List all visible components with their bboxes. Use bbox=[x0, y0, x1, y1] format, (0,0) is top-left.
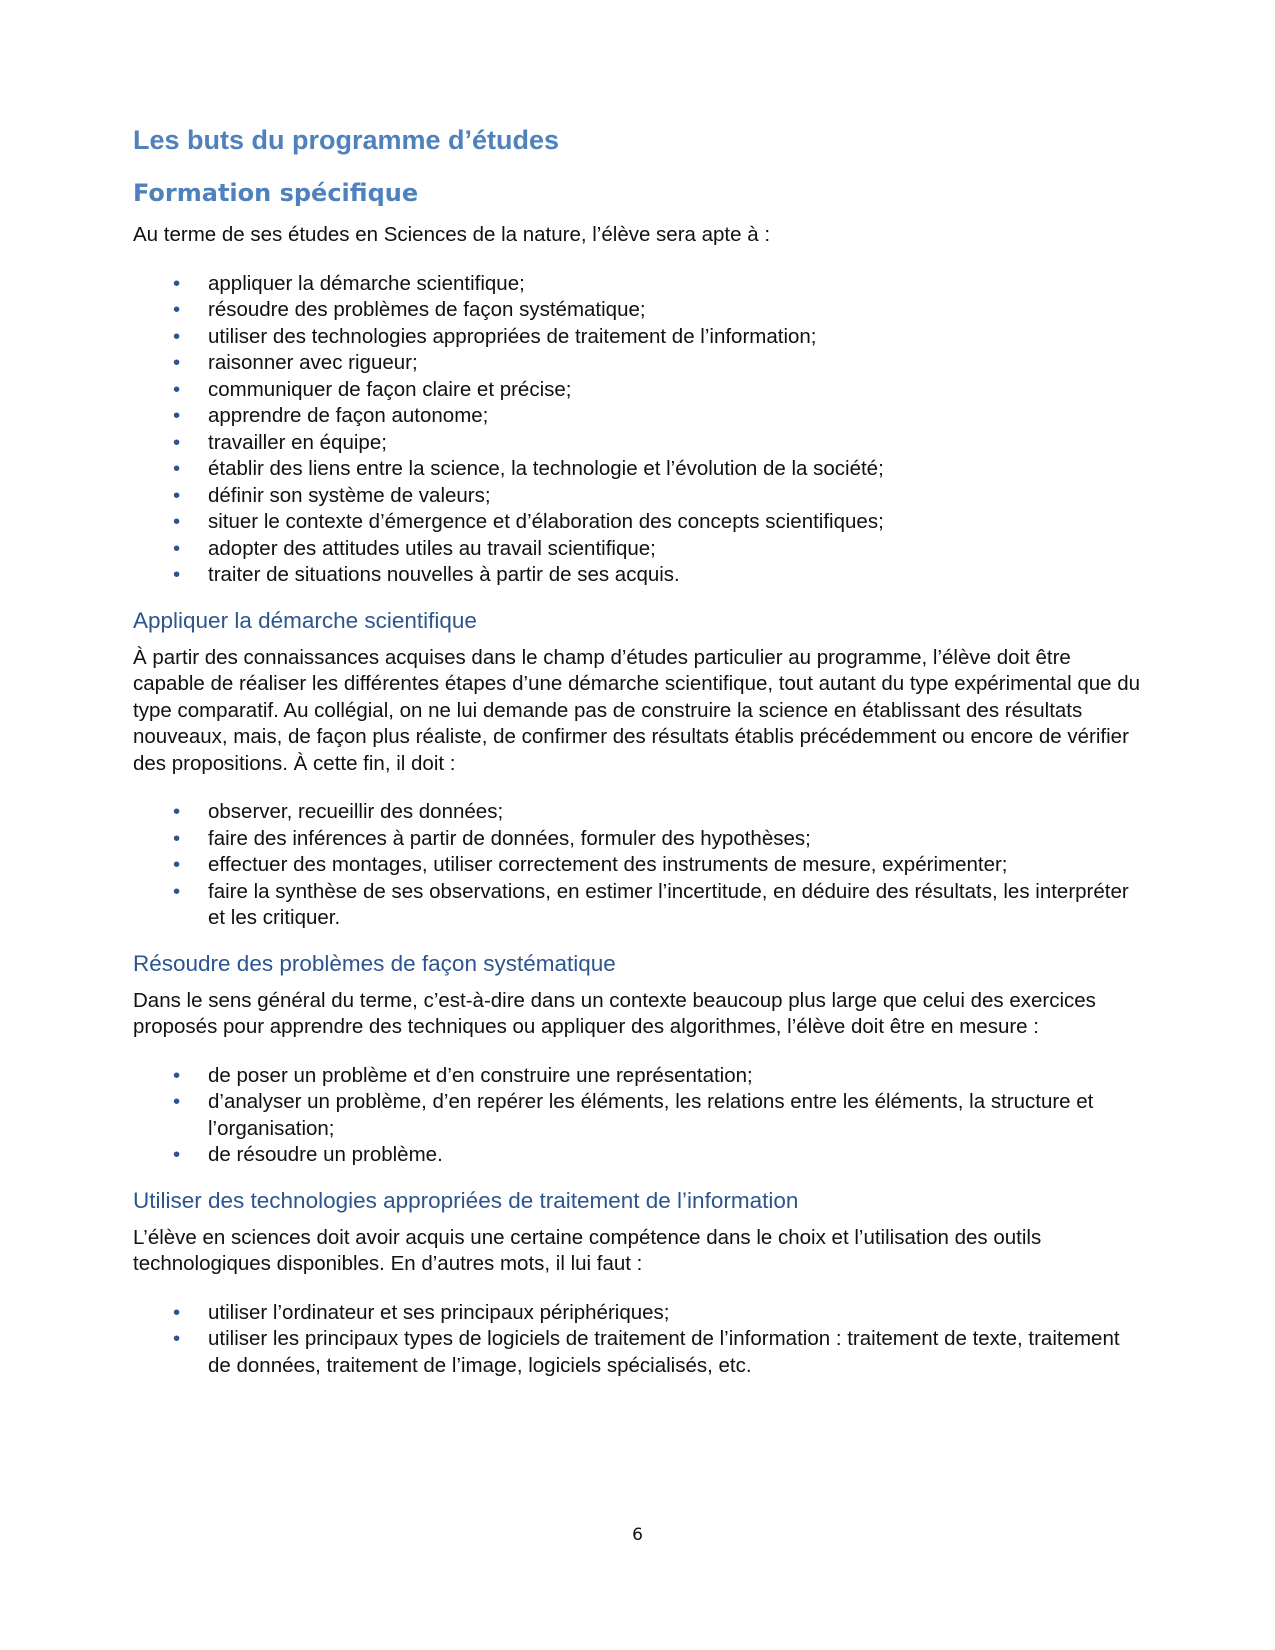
bullet-icon: • bbox=[173, 271, 181, 295]
list-item bbox=[133, 1089, 1143, 1142]
list-item bbox=[133, 297, 1143, 324]
bullet-icon: • bbox=[173, 457, 181, 480]
list-item bbox=[133, 403, 1143, 430]
bullet-icon: • bbox=[173, 826, 181, 850]
section-heading: Résoudre des problèmes de façon systématique bbox=[133, 950, 616, 976]
list-item-text: appliquer la démarche scientifique; bbox=[208, 271, 525, 295]
bullet-icon: • bbox=[173, 853, 181, 876]
list-item-text: de résoudre un problème. bbox=[208, 1143, 443, 1166]
bullet-icon: • bbox=[173, 377, 181, 401]
list-item-text: de poser un problème et d’en construire une représentation; bbox=[208, 1063, 753, 1087]
list-item bbox=[133, 562, 1143, 589]
list-item bbox=[133, 879, 1143, 932]
page-number: 6 bbox=[632, 1525, 643, 1545]
bullet-icon: • bbox=[173, 800, 181, 823]
section-paragraph: Dans le sens général du terme, c’est-à-dire dans un contexte beaucoup plus large que celui des exercices proposés pour apprendre des techniques ou appliquer des algorithmes, l’élève doit être en mesure : bbox=[133, 988, 1096, 1038]
section-list bbox=[133, 1300, 1143, 1380]
bullet-icon: • bbox=[173, 298, 181, 321]
list-item bbox=[133, 456, 1143, 483]
list-item-text: utiliser les principaux types de logiciels de traitement de l’information : traitement de texte, traitement de données, traitement de l’image, logiciels spécialisés, etc. bbox=[208, 1327, 1120, 1377]
list-item bbox=[133, 852, 1143, 879]
list-item bbox=[133, 430, 1143, 457]
list-item-text: établir des liens entre la science, la technologie et l’évolution de la société; bbox=[208, 457, 884, 480]
list-item-text: résoudre des problèmes de façon systématique; bbox=[208, 298, 646, 321]
bullet-icon: • bbox=[173, 1327, 181, 1350]
goals-list bbox=[133, 271, 1143, 589]
list-item-text: situer le contexte d’émergence et d’élaboration des concepts scientifiques; bbox=[208, 510, 884, 533]
section-list bbox=[133, 799, 1143, 932]
bullet-icon: • bbox=[173, 879, 181, 903]
bullet-icon: • bbox=[173, 1090, 181, 1113]
list-item bbox=[133, 799, 1143, 826]
bullet-icon: • bbox=[173, 430, 181, 454]
section-paragraph: À partir des connaissances acquises dans le champ d’études particulier au programme, l’élève doit être capable de réaliser les différentes étapes d’une démarche scientifique, tout autant du type expérimental que du type comparatif. Au collégial, on ne lui demande pas de construire la science en établissant des résultats nouveaux, mais, de façon plus réaliste, de confirmer des résultats établis précédemment ou encore de vérifier des propositions. À cette fin, il doit : bbox=[133, 645, 1141, 775]
list-item-text: apprendre de façon autonome; bbox=[208, 404, 489, 427]
bullet-icon: • bbox=[173, 563, 181, 586]
section-subtitle: Formation spécifique bbox=[133, 179, 419, 207]
list-item-text: faire des inférences à partir de données, formuler des hypothèses; bbox=[208, 826, 811, 850]
list-item bbox=[133, 483, 1143, 510]
intro-paragraph: Au terme de ses études en Sciences de la nature, l’élève sera apte à : bbox=[133, 223, 771, 246]
list-item bbox=[133, 1300, 1143, 1327]
list-item-text: utiliser des technologies appropriées de traitement de l’information; bbox=[208, 324, 817, 348]
list-item bbox=[133, 536, 1143, 563]
list-item bbox=[133, 1142, 1143, 1169]
list-item bbox=[133, 509, 1143, 536]
list-item-text: d’analyser un problème, d’en repérer les éléments, les relations entre les éléments, la structure et l’organisation; bbox=[208, 1090, 1094, 1140]
bullet-icon: • bbox=[173, 483, 181, 507]
list-item-text: observer, recueillir des données; bbox=[208, 800, 504, 823]
list-item bbox=[133, 350, 1143, 377]
list-item-text: définir son système de valeurs; bbox=[208, 483, 491, 507]
bullet-icon: • bbox=[173, 1143, 181, 1166]
bullet-icon: • bbox=[173, 324, 181, 348]
list-item bbox=[133, 1063, 1143, 1090]
list-item-text: adopter des attitudes utiles au travail scientifique; bbox=[208, 536, 656, 560]
page-title: Les buts du programme d’études bbox=[133, 125, 560, 155]
section-heading: Appliquer la démarche scientifique bbox=[133, 607, 477, 633]
bullet-icon: • bbox=[173, 536, 181, 560]
list-item-text: raisonner avec rigueur; bbox=[208, 351, 418, 374]
section-heading: Utiliser des technologies appropriées de traitement de l’information bbox=[133, 1187, 799, 1213]
bullet-icon: • bbox=[173, 351, 181, 374]
list-item-text: utiliser l’ordinateur et ses principaux périphériques; bbox=[208, 1300, 670, 1324]
list-item bbox=[133, 324, 1143, 351]
list-item-text: travailler en équipe; bbox=[208, 430, 387, 454]
list-item bbox=[133, 377, 1143, 404]
list-item-text: traiter de situations nouvelles à partir de ses acquis. bbox=[208, 563, 680, 586]
bullet-icon: • bbox=[173, 404, 181, 427]
list-item bbox=[133, 271, 1143, 298]
section-list bbox=[133, 1063, 1143, 1169]
section-paragraph: L’élève en sciences doit avoir acquis une certaine compétence dans le choix et l’utilisation des outils technologiques disponibles. En d’autres mots, il lui faut : bbox=[133, 1225, 1042, 1275]
list-item-text: effectuer des montages, utiliser correctement des instruments de mesure, expérimenter; bbox=[208, 853, 1008, 876]
list-item bbox=[133, 1326, 1143, 1379]
bullet-icon: • bbox=[173, 510, 181, 533]
bullet-icon: • bbox=[173, 1300, 181, 1324]
bullet-icon: • bbox=[173, 1063, 181, 1087]
list-item bbox=[133, 826, 1143, 853]
list-item-text: communiquer de façon claire et précise; bbox=[208, 377, 572, 401]
document-page bbox=[133, 124, 1143, 1383]
sections bbox=[133, 607, 1143, 1380]
list-item-text: faire la synthèse de ses observations, en estimer l’incertitude, en déduire des résultats, les interpréter et les critiquer. bbox=[208, 879, 1129, 929]
